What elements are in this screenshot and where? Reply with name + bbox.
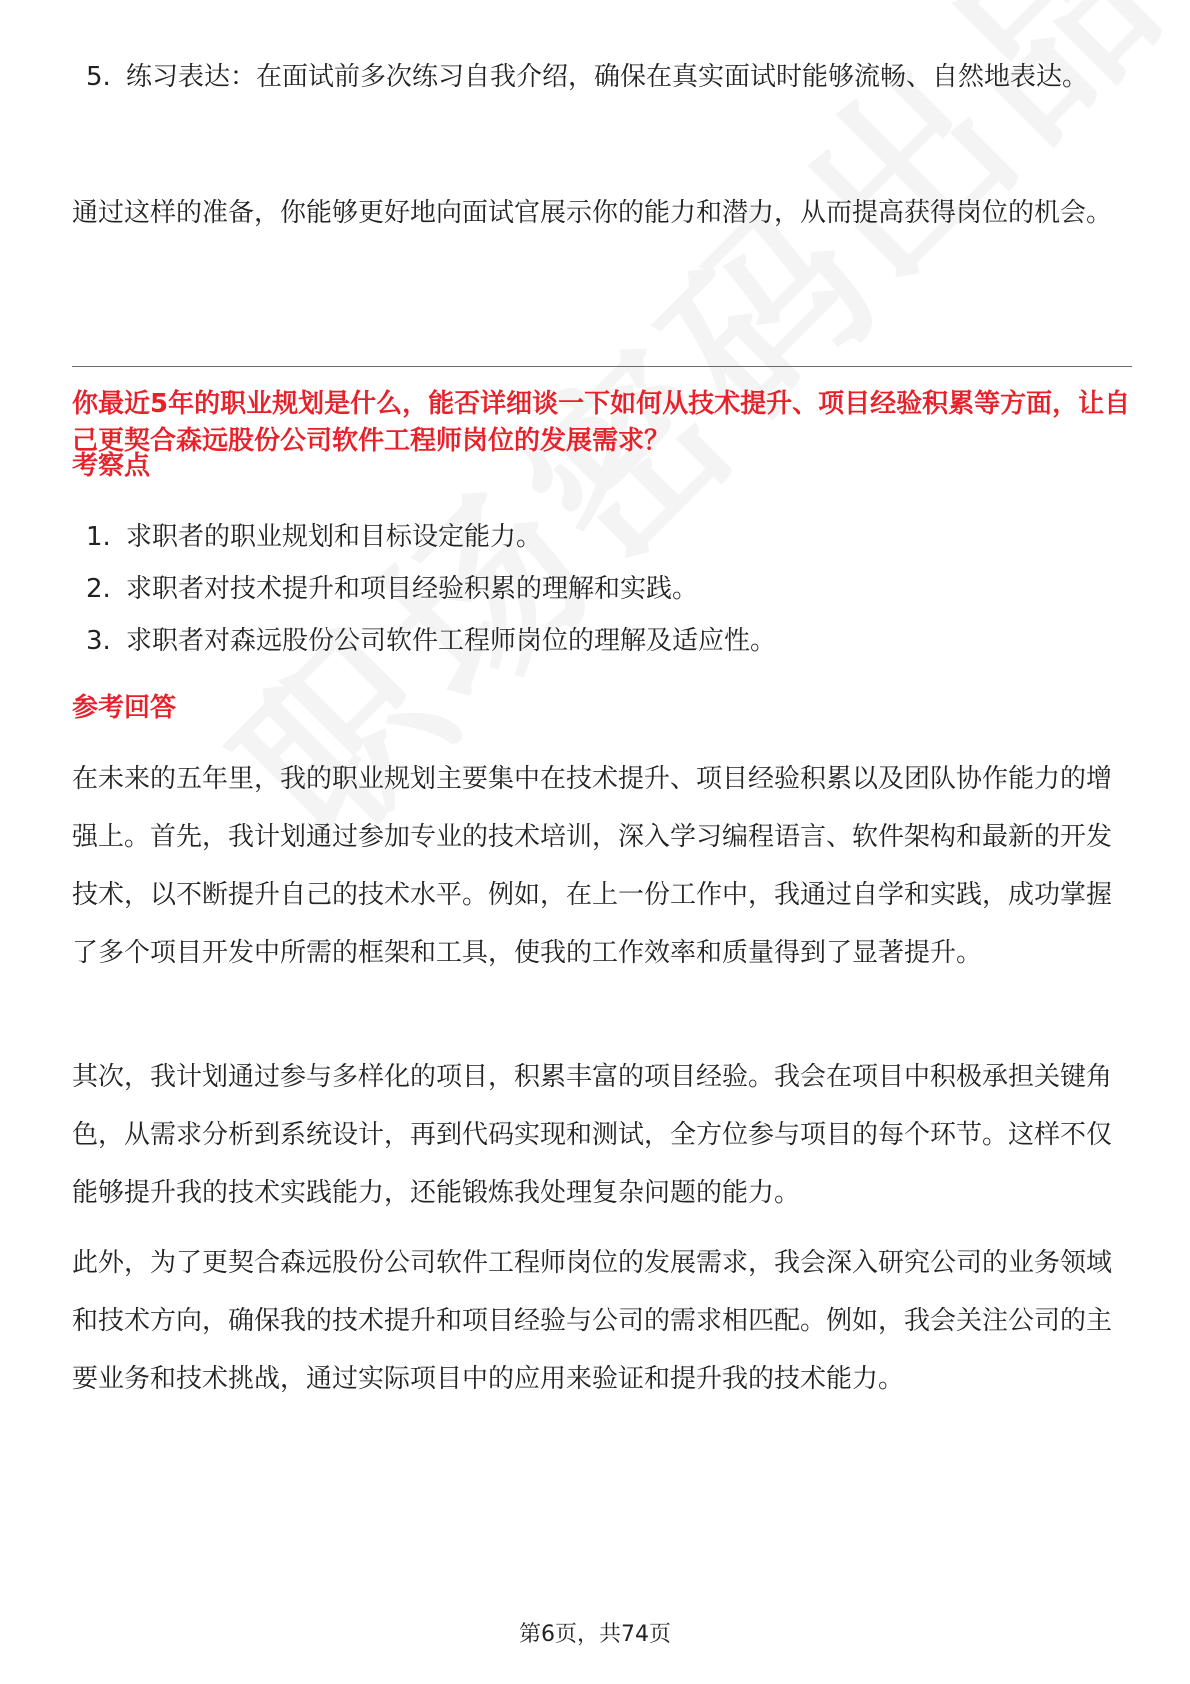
list-number: 3. — [86, 626, 111, 656]
answer-paragraph: 此外，为了更契合森远股份公司软件工程师岗位的发展需求，我会深入研究公司的业务领域和技术方向，确保我的技术提升和项目经验与公司的需求相匹配。例如，我会关注公司的主要业务和技术挑战，通过实际项目中的应用来验证和提升我的技术能力。 — [72, 1248, 1113, 1394]
focus-section-title: 考察点 — [72, 451, 151, 481]
list-number: 2. — [86, 574, 111, 604]
list-number: 5. — [86, 62, 111, 92]
list-item-text: 求职者对技术提升和项目经验积累的理解和实践。 — [126, 574, 699, 604]
list-item-text: 求职者对森远股份公司软件工程师岗位的理解及适应性。 — [126, 626, 777, 656]
answer-paragraph: 在未来的五年里，我的职业规划主要集中在技术提升、项目经验积累以及团队协作能力的增强上。首先，我计划通过参加专业的技术培训，深入学习编程语言、软件架构和最新的开发技术，以不断提升自己的技术水平。例如，在上一份工作中，我通过自学和实践，成功掌握了多个项目开发中所需的框架和工具，使我的工作效率和质量得到了显著提升。 — [72, 764, 1113, 968]
answer-paragraph: 其次，我计划通过参与多样化的项目，积累丰富的项目经验。我会在项目中积极承担关键角色，从需求分析到系统设计，再到代码实现和测试，全方位参与项目的每个环节。这样不仅能够提升我的技术实践能力，还能锻炼我处理复杂问题的能力。 — [72, 1062, 1113, 1208]
focus-item — [72, 560, 1132, 618]
section-divider — [72, 366, 1132, 367]
focus-item — [72, 508, 1132, 566]
list-item-text: 求职者的职业规划和目标设定能力。 — [126, 522, 543, 552]
list-item-practice-expression — [72, 48, 1132, 106]
page-number-footer: 第6页，共74页 — [519, 1622, 671, 1647]
answer-section-title: 参考回答 — [72, 693, 177, 723]
list-item-text: 练习表达：在面试前多次练习自我介绍，确保在真实面试时能够流畅、自然地表达。 — [126, 62, 1089, 92]
interview-question: 你最近5年的职业规划是什么，能否详细谈一下如何从技术提升、项目经验积累等方面，让自己更契合森远股份公司软件工程师岗位的发展需求？ — [72, 389, 1131, 456]
conclusion-paragraph: 通过这样的准备，你能够更好地向面试官展示你的能力和潜力，从而提高获得岗位的机会。 — [72, 198, 1113, 228]
focus-item — [72, 612, 1132, 670]
list-number: 1. — [86, 522, 111, 552]
